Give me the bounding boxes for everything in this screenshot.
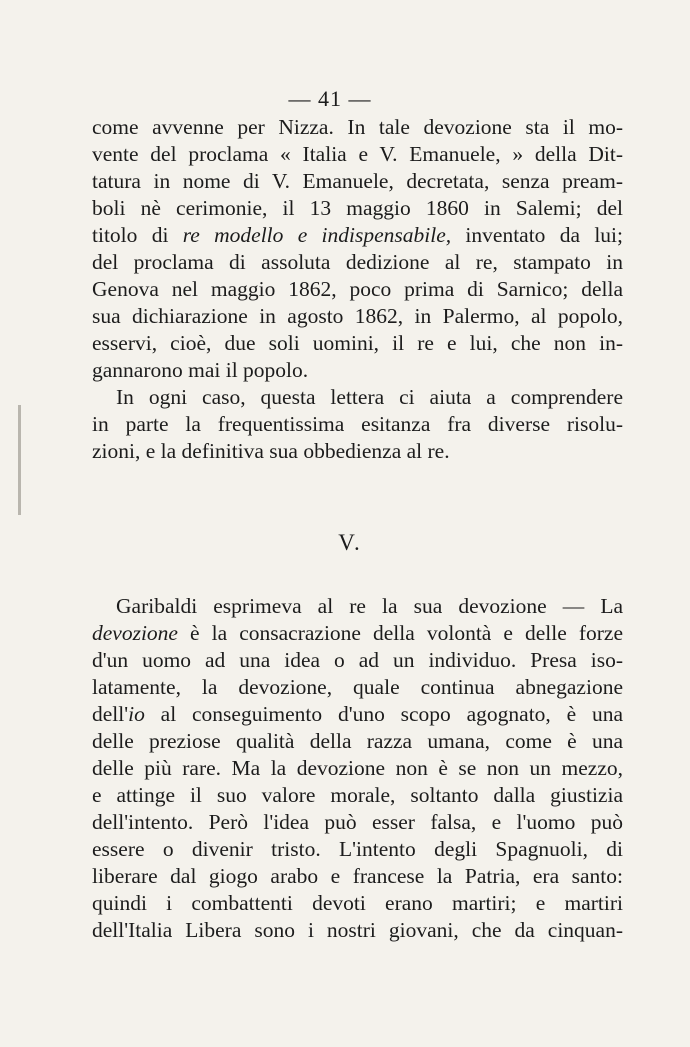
italic-run: devozione bbox=[92, 621, 178, 645]
text-line: dell'intento. Però l'idea può esser falsa, e l'uomo può bbox=[92, 810, 623, 834]
text-line: essere o divenir tristo. L'intento degli Spagnuoli, di bbox=[92, 837, 623, 861]
text-line: delle più rare. Ma la devozione non è se non un mezzo, bbox=[92, 756, 623, 780]
italic-run: io bbox=[128, 702, 145, 726]
text-line bbox=[92, 620, 623, 647]
paragraph-1 bbox=[92, 114, 623, 384]
text-line: in parte la frequentissima esitanza fra diverse risolu- bbox=[92, 412, 623, 436]
paragraph-2 bbox=[92, 384, 623, 465]
text-line: come avvenne per Nizza. In tale devozione sta il mo- bbox=[92, 115, 623, 139]
text-block-top bbox=[92, 114, 623, 465]
paragraph-3 bbox=[92, 593, 623, 944]
page-number: — 41 — bbox=[288, 86, 372, 111]
text-line: vente del proclama « Italia e V. Emanuele, » della Dit- bbox=[92, 142, 623, 166]
text-run: inventato da lui; bbox=[451, 223, 623, 247]
text-line: d'un uomo ad una idea o ad un individuo. Presa iso- bbox=[92, 648, 623, 672]
text-line: tatura in nome di V. Emanuele, decretata, senza pream- bbox=[92, 169, 623, 193]
text-line: zioni, e la definitiva sua obbedienza al re. bbox=[92, 439, 450, 463]
text-line bbox=[92, 222, 623, 249]
text-run: titolo di bbox=[92, 223, 183, 247]
text-line: liberare dal giogo arabo e francese la Patria, era santo: bbox=[92, 864, 623, 888]
text-line: gannarono mai il popolo. bbox=[92, 358, 309, 382]
text-line: e attinge il suo valore morale, soltanto dalla giustizia bbox=[92, 783, 623, 807]
text-run: al conseguimento d'uno scopo agognato, è una bbox=[144, 702, 623, 726]
text-line: Garibaldi esprimeva al re la sua devozione — La bbox=[116, 594, 623, 618]
text-run: è la consacrazione della volontà e delle forze bbox=[177, 621, 623, 645]
italic-run: re modello e indispensabile, bbox=[182, 223, 452, 247]
text-line: sua dichiarazione in agosto 1862, in Palermo, al popolo, bbox=[92, 304, 623, 328]
text-line bbox=[92, 701, 623, 728]
text-line: Genova nel maggio 1862, poco prima di Sarnico; della bbox=[92, 277, 623, 301]
text-line: In ogni caso, questa lettera ci aiuta a comprendere bbox=[116, 385, 623, 409]
text-line: dell'Italia Libera sono i nostri giovani, che da cinquan- bbox=[92, 918, 623, 942]
margin-mark bbox=[18, 405, 21, 515]
text-line: boli nè cerimonie, il 13 maggio 1860 in Salemi; del bbox=[92, 196, 623, 220]
text-run: dell' bbox=[92, 702, 129, 726]
text-line: esservi, cioè, due soli uomini, il re e lui, che non in- bbox=[92, 331, 623, 355]
section-heading: V. bbox=[338, 530, 362, 555]
text-line: latamente, la devozione, quale continua abnegazione bbox=[92, 675, 623, 699]
text-line: quindi i combattenti devoti erano martiri; e martiri bbox=[92, 891, 623, 915]
text-line: del proclama di assoluta dedizione al re, stampato in bbox=[92, 250, 623, 274]
text-line: delle preziose qualità della razza umana, come è una bbox=[92, 729, 623, 753]
